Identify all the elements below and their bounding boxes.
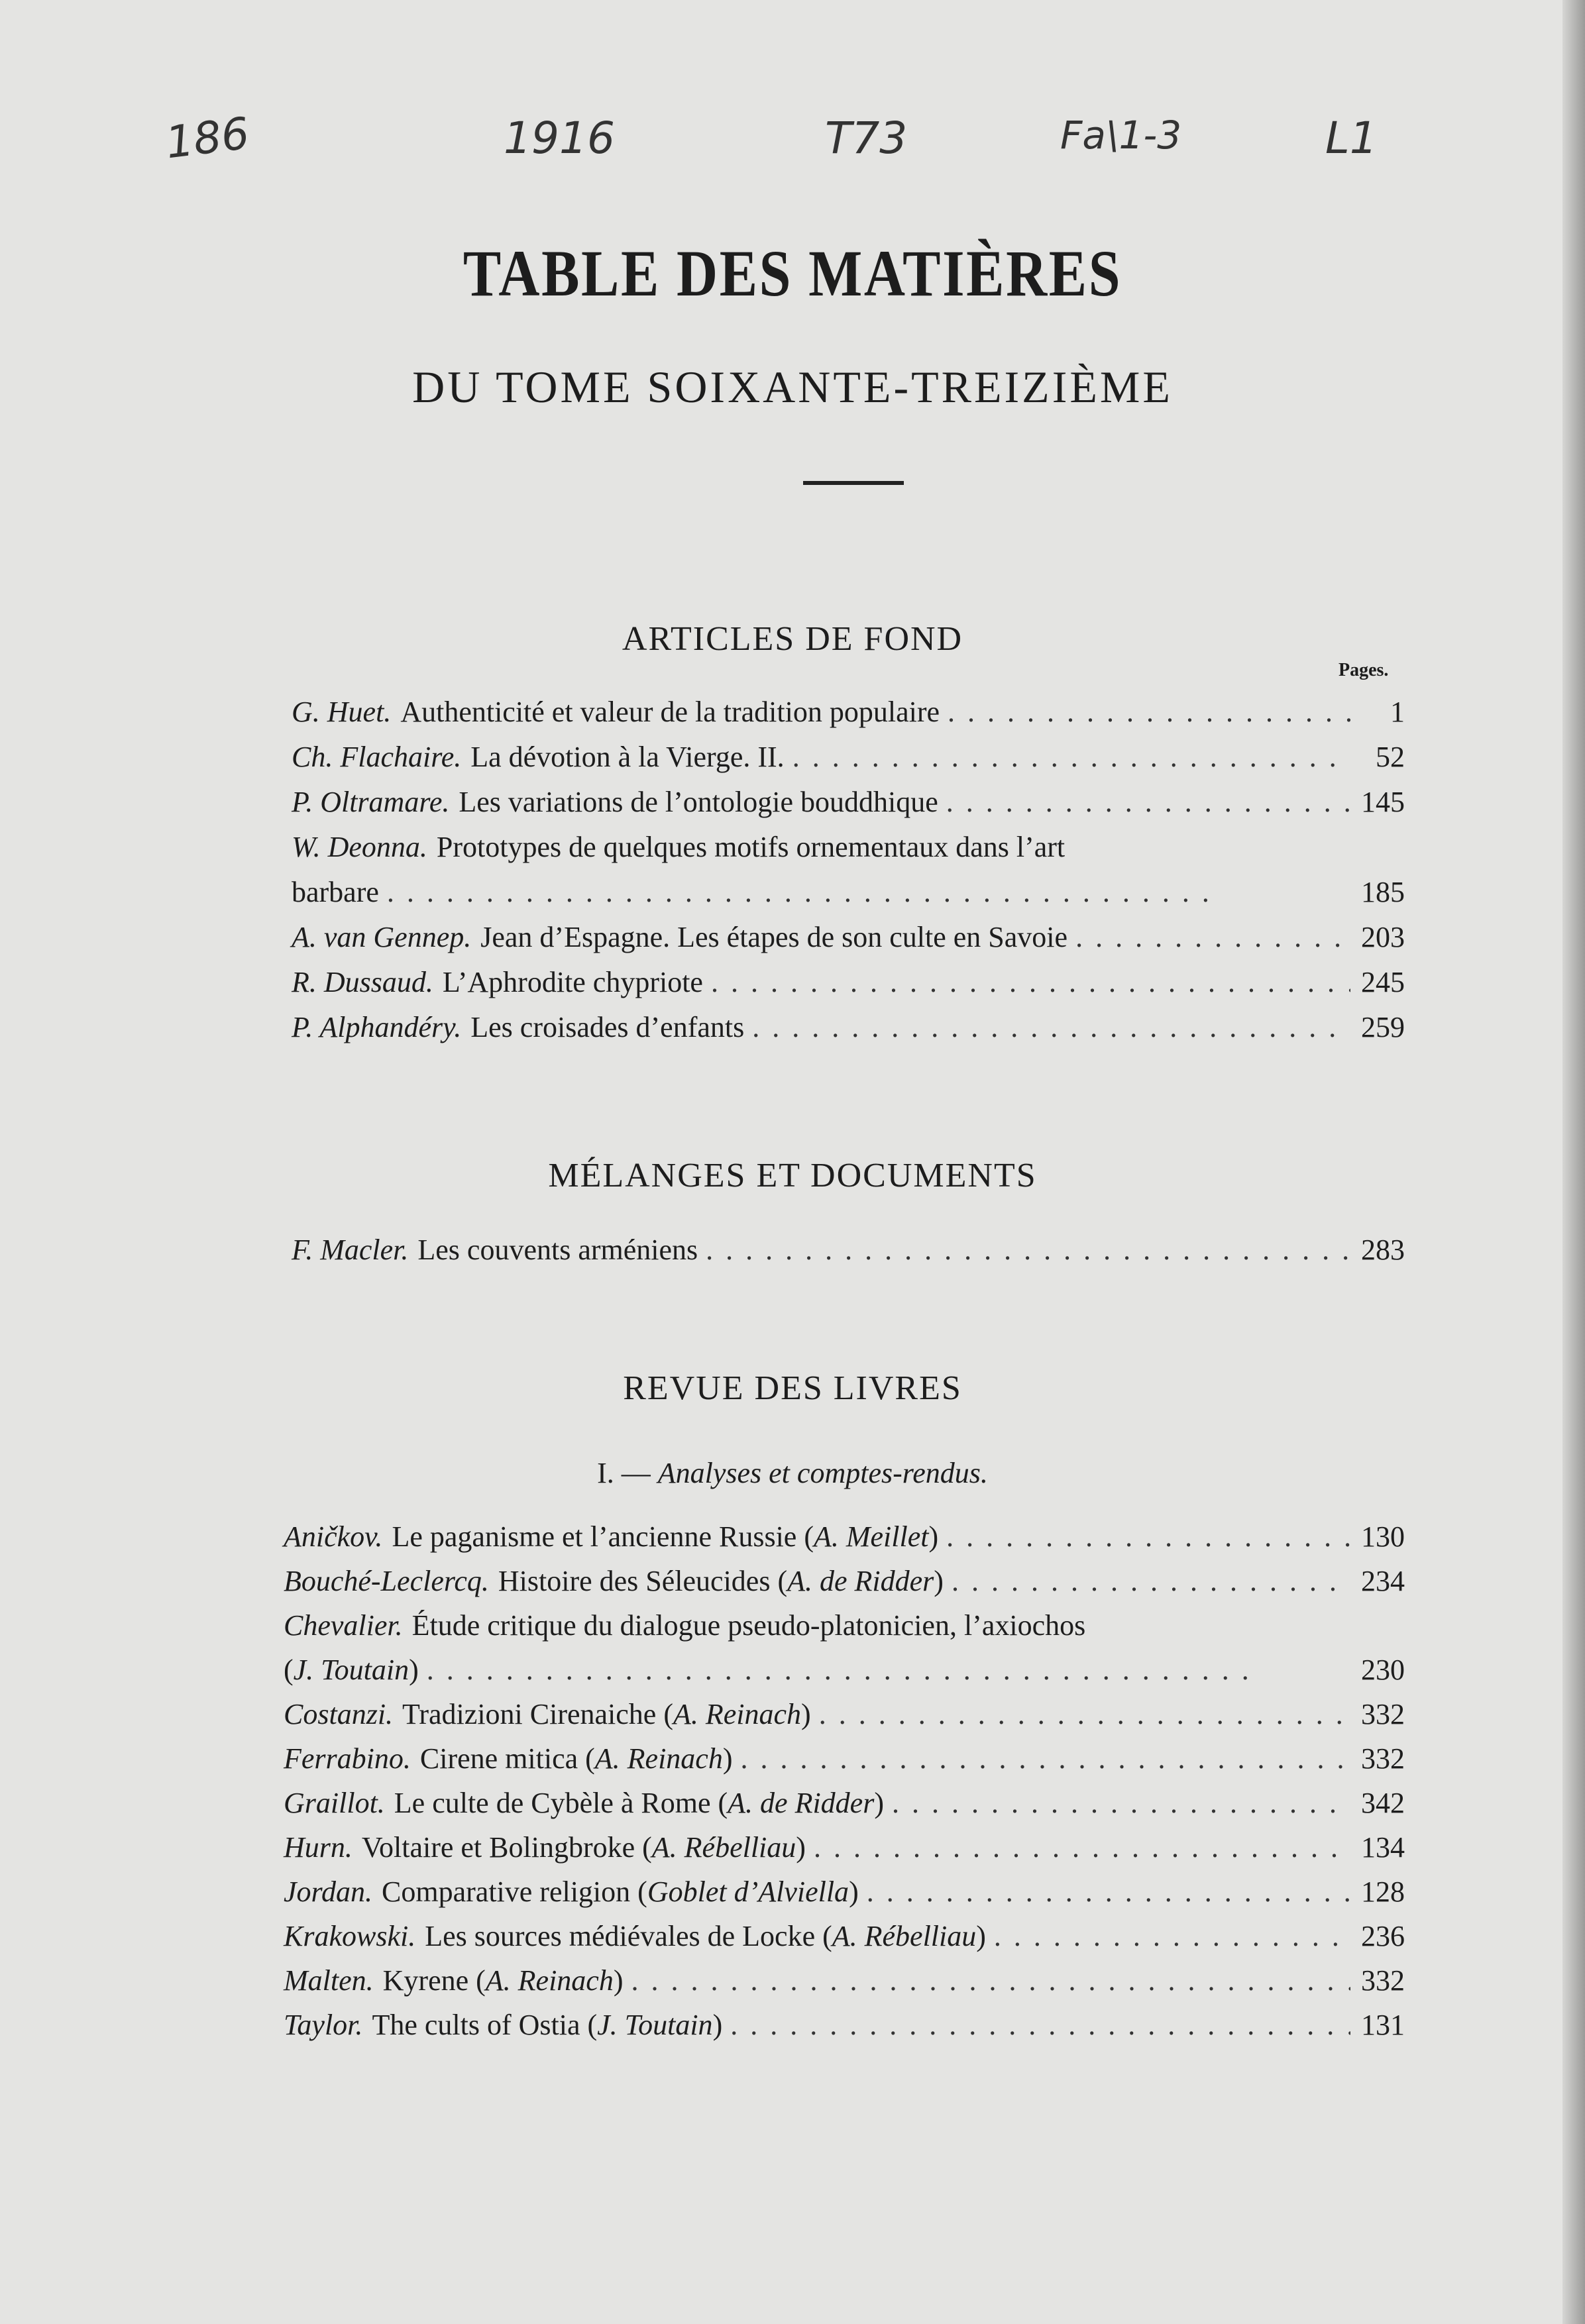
- entry-author: A. van Gennep.: [292, 921, 472, 953]
- review-entry: [284, 1961, 1405, 2001]
- entry-author: Taylor.: [284, 2009, 363, 2041]
- leader-dots: [994, 1917, 1350, 1956]
- leader-dots: [631, 1961, 1350, 2001]
- toc-entry: [292, 1230, 1405, 1270]
- leader-dots: [946, 782, 1350, 822]
- title-divider: [803, 481, 904, 485]
- entry-reviewer: A. de Ridder: [787, 1565, 934, 1597]
- entry-author: Ferrabino.: [284, 1742, 411, 1775]
- entry-author: W. Deonna.: [292, 831, 427, 863]
- toc-entry: [292, 782, 1405, 822]
- entry-reviewer: A. Reinach: [485, 1964, 614, 1997]
- entry-close-paren: ): [722, 1742, 733, 1775]
- leader-dots: [948, 692, 1350, 732]
- entry-author: P. Alphandéry.: [292, 1011, 462, 1043]
- toc-entry-line1: [292, 827, 1405, 867]
- handwritten-note: L1: [1325, 113, 1378, 164]
- subsection-title: Analyses et comptes-rendus.: [657, 1457, 988, 1489]
- entry-author: Bouché-Leclercq.: [284, 1565, 489, 1597]
- leader-dots: [752, 1008, 1350, 1047]
- entry-reviewer: Goblet d’Alviella: [647, 1875, 849, 1908]
- leader-dots: [819, 1695, 1350, 1734]
- entry-title-continued: barbare: [292, 876, 379, 908]
- entry-title: The cults of Ostia (: [372, 2009, 598, 2041]
- entry-author: F. Macler.: [292, 1234, 409, 1266]
- entry-author: Krakowski.: [284, 1920, 416, 1952]
- handwritten-note: Fa\1-3: [1060, 113, 1182, 158]
- leader-dots: [946, 1517, 1350, 1557]
- page-subtitle: DU TOME SOIXANTE-TREIZIÈME: [412, 362, 1173, 412]
- entry-title: Voltaire et Bolingbroke (: [361, 1831, 652, 1864]
- entry-title: L’Aphrodite chypriote: [442, 966, 703, 998]
- entry-page: 134: [1361, 1831, 1405, 1864]
- entry-author: Chevalier.: [284, 1609, 403, 1642]
- entry-close-paren: ): [613, 1964, 624, 1997]
- entry-page: 203: [1361, 921, 1405, 953]
- review-entry-line2: [284, 1650, 1405, 1690]
- entry-close-paren: ): [874, 1787, 884, 1819]
- entry-title: Comparative religion (: [382, 1875, 647, 1908]
- entry-author: Hurn.: [284, 1831, 353, 1864]
- entry-open-paren: (: [284, 1654, 294, 1686]
- entry-reviewer: A. Rébelliau: [832, 1920, 977, 1952]
- review-entry: [284, 1828, 1405, 1868]
- leader-dots: [387, 872, 1350, 912]
- leader-dots: [711, 963, 1350, 1002]
- toc-entry: [292, 963, 1405, 1002]
- entry-close-paren: ): [796, 1831, 806, 1864]
- leader-dots: [741, 1739, 1351, 1779]
- entry-title: Le culte de Cybèle à Rome (: [394, 1787, 728, 1819]
- section-heading-articles: ARTICLES DE FOND: [622, 620, 963, 658]
- leader-dots: [952, 1561, 1350, 1601]
- review-entry: [284, 1872, 1405, 1912]
- entry-close-paren: ): [409, 1654, 419, 1686]
- entry-page: 236: [1361, 1920, 1405, 1952]
- review-entry: [284, 1517, 1405, 1557]
- review-entry: [284, 2005, 1405, 2045]
- entry-page: 131: [1361, 2009, 1405, 2041]
- entry-author: Ch. Flachaire.: [292, 741, 462, 773]
- entry-reviewer: A. de Ridder: [728, 1787, 875, 1819]
- entry-close-paren: ): [801, 1698, 811, 1730]
- entry-author: Graillot.: [284, 1787, 385, 1819]
- entry-reviewer: J. Toutain: [293, 1654, 410, 1686]
- entry-page: 234: [1361, 1565, 1405, 1597]
- leader-dots: [730, 2005, 1350, 2045]
- subsection-number: I. —: [597, 1457, 651, 1489]
- entry-close-paren: ): [849, 1875, 859, 1908]
- entry-page: 1: [1390, 696, 1405, 728]
- entry-close-paren: ): [712, 2009, 723, 2041]
- entry-page: 230: [1361, 1654, 1405, 1686]
- leader-dots: [427, 1650, 1350, 1690]
- entry-title: Les croisades d’enfants: [470, 1011, 745, 1043]
- entry-author: Jordan.: [284, 1875, 373, 1908]
- entry-reviewer: A. Meillet: [813, 1520, 929, 1553]
- section-heading-revue: REVUE DES LIVRES: [623, 1369, 962, 1407]
- toc-entry: [292, 737, 1405, 777]
- handwritten-note: 1916: [504, 113, 615, 164]
- subsection-heading: [0, 1456, 1585, 1490]
- toc-entry: [292, 918, 1405, 957]
- entry-title: Jean d’Espagne. Les étapes de son culte en Savoie: [480, 921, 1068, 953]
- entry-title: Histoire des Séleucides (: [498, 1565, 788, 1597]
- entry-title: Prototypes de quelques motifs ornementaux dans l’art: [436, 831, 1066, 863]
- entry-title: Les couvents arméniens: [417, 1234, 698, 1266]
- entry-author: R. Dussaud.: [292, 966, 433, 998]
- entry-page: 332: [1361, 1964, 1405, 1997]
- pages-column-label: Pages.: [1339, 660, 1389, 680]
- entry-reviewer: A. Reinach: [594, 1742, 723, 1775]
- entry-title: Les sources médiévales de Locke (: [425, 1920, 832, 1952]
- entry-page: 283: [1361, 1234, 1405, 1266]
- entry-close-paren: ): [928, 1520, 939, 1553]
- entry-page: 332: [1361, 1698, 1405, 1730]
- leader-dots: [814, 1828, 1350, 1868]
- entry-page: 342: [1361, 1787, 1405, 1819]
- review-entry: [284, 1783, 1405, 1823]
- review-entry: [284, 1917, 1405, 1956]
- leader-dots: [867, 1872, 1350, 1912]
- entry-page: 130: [1361, 1520, 1405, 1553]
- handwritten-note: T73: [825, 113, 908, 164]
- entry-close-paren: ): [934, 1565, 944, 1597]
- review-entry-line1: [284, 1606, 1405, 1646]
- page-title: TABLE DES MATIÈRES: [463, 237, 1122, 310]
- leader-dots: [706, 1230, 1350, 1270]
- entry-page: 128: [1361, 1875, 1405, 1908]
- entry-author: G. Huet.: [292, 696, 392, 728]
- review-entry: [284, 1695, 1405, 1734]
- entry-title: Kyrene (: [382, 1964, 486, 1997]
- entry-author: P. Oltramare.: [292, 786, 450, 818]
- toc-entry: [292, 1008, 1405, 1047]
- entry-page: 332: [1361, 1742, 1405, 1775]
- entry-title: Cirene mitica (: [419, 1742, 595, 1775]
- entry-close-paren: ): [976, 1920, 986, 1952]
- entry-reviewer: A. Reinach: [673, 1698, 802, 1730]
- entry-author: Aničkov.: [284, 1520, 383, 1553]
- entry-page: 245: [1361, 966, 1405, 998]
- toc-entry: [292, 692, 1405, 732]
- entry-author: Costanzi.: [284, 1698, 394, 1730]
- entry-page: 185: [1361, 876, 1405, 908]
- entry-page: 259: [1361, 1011, 1405, 1043]
- toc-entry-line2: [292, 872, 1405, 912]
- entry-reviewer: A. Rébelliau: [651, 1831, 796, 1864]
- entry-title: Le paganisme et l’ancienne Russie (: [392, 1520, 814, 1553]
- review-entry: [284, 1561, 1405, 1601]
- entry-title: Authenticité et valeur de la tradition populaire: [400, 696, 940, 728]
- leader-dots: [1075, 918, 1350, 957]
- entry-title: Étude critique du dialogue pseudo-platonicien, l’axiochos: [411, 1609, 1086, 1642]
- entry-title: La dévotion à la Vierge. II.: [470, 741, 785, 773]
- entry-reviewer: J. Toutain: [597, 2009, 713, 2041]
- entry-title: Les variations de l’ontologie bouddhique: [459, 786, 938, 818]
- section-heading-melanges: MÉLANGES ET DOCUMENTS: [548, 1157, 1037, 1194]
- entry-page: 145: [1361, 786, 1405, 818]
- handwritten-note: 186: [162, 107, 252, 169]
- entry-title: Tradizioni Cirenaiche (: [402, 1698, 673, 1730]
- entry-page: 52: [1376, 741, 1405, 773]
- review-entry: [284, 1739, 1405, 1779]
- leader-dots: [792, 737, 1350, 777]
- leader-dots: [892, 1783, 1350, 1823]
- entry-author: Malten.: [284, 1964, 374, 1997]
